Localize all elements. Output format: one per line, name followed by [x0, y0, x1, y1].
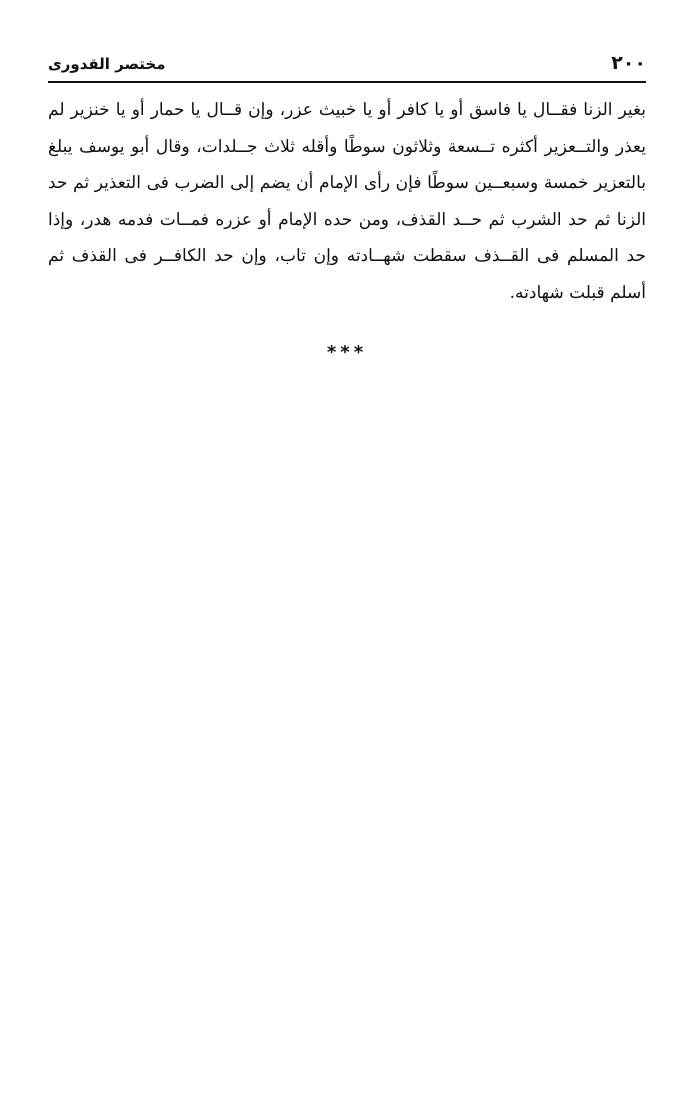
header-divider	[48, 81, 646, 83]
book-title: مختصر القدورى	[48, 55, 166, 73]
body-paragraph: بغير الزنا فقــال يا فاسق أو يا كافر أو يا خبيث عزر، وإن قــال يا حمار أو يا خنزير لم يعذر والتــعزير أكثره تــسعة وثلاثون سوطًا وأقله ثلاث جــلدات، وقال أبو يوسف يبلغ بالتعزير خمسة وسبعــين سوطًا فإن رأى الإمام أن يضم إلى الضرب فى التعذير ثم حد الزنا ثم حد الشرب ثم حــد القذف، ومن حده الإمام أو عزره فمــات فدمه هدر، وإذا حد المسلم فى القــذف سقطت شهــادته وإن تاب، وإن حد الكافــر فى القذف ثم أسلم قبلت شهادته.	[48, 100, 646, 303]
section-end-ornament: ***	[326, 342, 368, 363]
running-header	[48, 50, 646, 80]
page-number: ٢٠٠	[611, 52, 646, 74]
